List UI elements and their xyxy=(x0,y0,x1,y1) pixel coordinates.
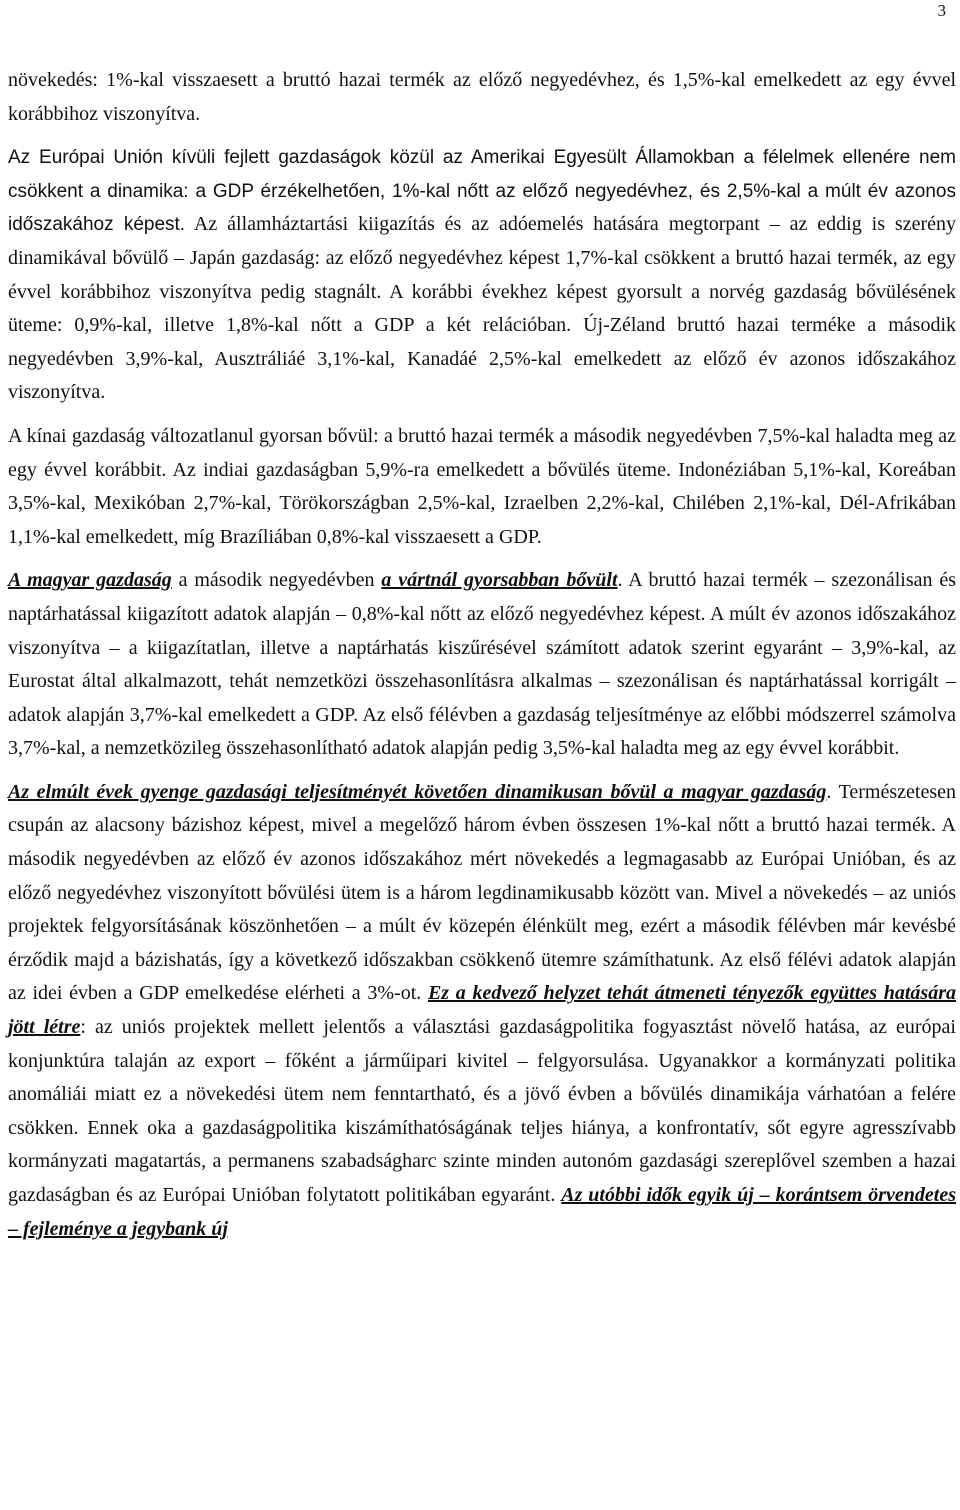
paragraph-4-text-1: a második negyedévben xyxy=(171,569,382,592)
paragraph-5-text-1: . Természetesen csupán az alacsony bázishoz képest, mivel a megelőző három évben összesen 1%-kal nőtt a bruttó hazai termék. A második negyedévben az előző év azonos időszakához mért növekedés a legmagasabb az Európai Unióban, és az előző negyedévhez viszonyított bővülési ütem is a három legdinamikusabb között van. Mivel a növekedés – az uniós projektek felgyorsításának köszönhetően – a múlt év közepén élénkült meg, ezért a második félévben már kevésbé érződik majd a bázishatás, így a következő időszakban csökkenő ütemre számíthatunk. Az első félévi adatok alapján az idei évben a GDP emelkedése elérheti a 3%-ot. xyxy=(8,780,956,1005)
paragraph-2-sentence-japan: Az államháztartási kiigazítás és az adóemelés hatására megtorpant – az eddig is szerény dinamikával bővülő – Japán gazdaság: az előző negyedévhez képest 1,7%-kal csökkent a bruttó hazai termék, az egy évvel korábbihoz viszonyítva pedig stagnált. xyxy=(8,213,956,303)
emphasis-dynamic-growth: Az elmúlt évek gyenge gazdasági teljesítményét követően dinamikusan bővül a magyar gazdaság xyxy=(8,780,827,803)
document-body xyxy=(8,64,956,1246)
page-number: 3 xyxy=(937,1,946,20)
emphasis-hungarian-economy: A magyar gazdaság xyxy=(8,569,172,592)
paragraph-4-text-2: . A bruttó hazai termék – szezonálisan és naptárhatással kiigazított adatok alapján – 0,8%-kal nőtt az előző negyedévhez képest. A múlt év azonos időszakához viszonyítva – a kiigazítatlan, illetve a naptárhatás kiszűrésével számított adatok szerint egyaránt – 3,9%-kal, az Eurostat által alkalmazott, tehát nemzetközi összehasonlításra alkalmas – szezonálisan és naptárhatással korrigált – adatok alapján 3,7%-kal emelkedett a GDP. Az első félévben a gazdaság teljesítménye az előbbi módszerrel számolva 3,7%-kal, a nemzetközileg összehasonlítható adatok alapján pedig 3,5%-kal haladta meg az egy évvel korábbit. xyxy=(8,569,957,760)
paragraph-2 xyxy=(8,141,956,410)
emphasis-recent-development: Az utóbbi idők egyik új – korántsem örvendetes – fejleménye a jegybank új xyxy=(8,1184,956,1240)
paragraph-5 xyxy=(8,776,956,1246)
paragraph-3: A kínai gazdaság változatlanul gyorsan bővül: a bruttó hazai termék a második negyedévben 7,5%-kal haladta meg az egy évvel korábbit. Az indiai gazdaságban 5,9%-ra emelkedett a bővülés üteme. Indonéziában 5,1%-kal, Koreában 3,5%-kal, Mexikóban 2,7%-kal, Törökországban 2,5%-kal, Izraelben 2,2%-kal, Chilében 2,1%-kal, Dél-Afrikában 1,1%-kal emelkedett, míg Brazíliában 0,8%-kal visszaesett a GDP. xyxy=(8,424,956,548)
paragraph-5-text-2: : az uniós projektek mellett jelentős a választási gazdaságpolitika fogyasztást növelő hatása, az európai konjunktúra talaján az export – főként a járműipari kivitel – felgyorsulása. Ugyanakkor a kormányzati politika anomáliái miatt ez a növekedési ütem nem fenntartható, és a jövő évben a bővülés dinamikája várhatóan a felére csökken. Ennek oka a gazdaságpolitika kiszámíthatóságának teljes hiánya, a konfrontatív, sőt egyre agresszívabb kormányzati magatartás, a permanens szabadságharc szinte minden autonóm gazdasági szereplővel szemben a hazai gazdaságban és az Európai Unióban folytatott politikában egyaránt. xyxy=(8,1016,956,1206)
paragraph-4 xyxy=(8,564,956,766)
paragraph-2-sentence-others: A korábbi évekhez képest gyorsult a norvég gazdaság bővülésének üteme: 0,9%-kal, illetve 1,8%-kal nőtt a GDP a két relációban. Új-Zéland bruttó hazai terméke a második negyedévben 3,9%-kal, Ausztráliáé 3,1%-kal, Kanadáé 2,5%-kal emelkedett az előző év azonos időszakához viszonyítva. xyxy=(8,280,956,404)
emphasis-faster-growth: a vártnál gyorsabban bővült xyxy=(381,569,618,592)
paragraph-1: növekedés: 1%-kal visszaesett a bruttó hazai termék az előző negyedévhez, és 1,5%-kal emelkedett az egy évvel korábbihoz viszonyítva. xyxy=(8,69,956,125)
emphasis-temporary-factors: Ez a kedvező helyzet tehát átmeneti tényezők együttes hatására jött létre xyxy=(8,982,956,1039)
paragraph-2-sentence-usa: Az Európai Unión kívüli fejlett gazdaságok közül az Amerikai Egyesült Államokban a félelmek ellenére nem csökkent a dinamika: a GDP érzékelhetően, 1%-kal nőtt az előző negyedévhez, és 2,5%-kal a múlt év azonos időszakához képest. xyxy=(8,147,956,236)
